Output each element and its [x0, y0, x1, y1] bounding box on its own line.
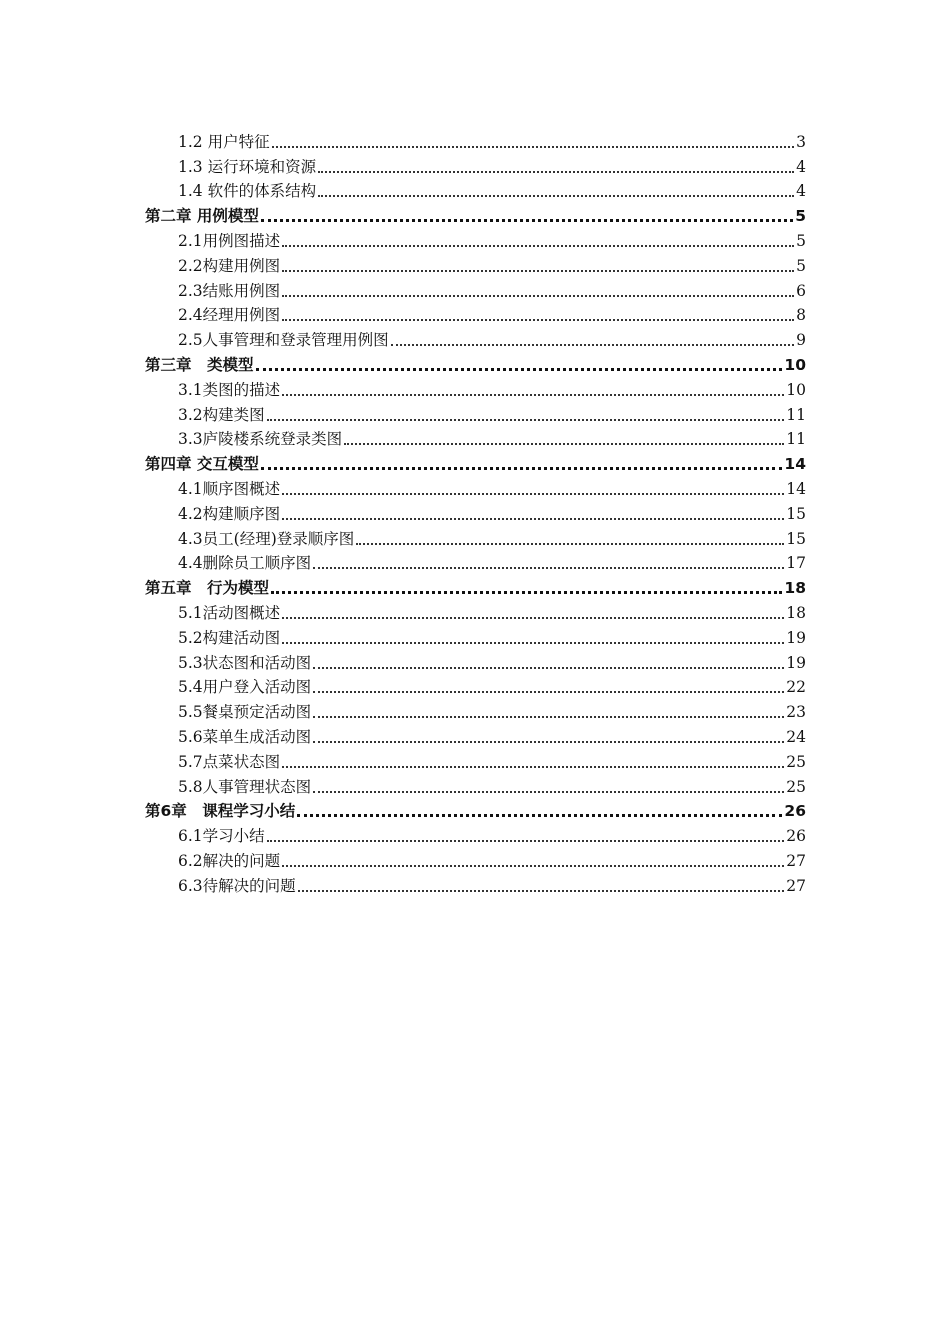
toc-dot-leader — [298, 889, 785, 892]
toc-dot-leader — [313, 666, 784, 669]
toc-dot-leader — [272, 145, 795, 148]
toc-dot-leader — [282, 492, 784, 495]
toc-page-number: 18 — [784, 579, 806, 598]
toc-entry-title: 5.8人事管理状态图 — [178, 777, 312, 796]
toc-dot-leader — [267, 418, 785, 421]
toc-page-number: 15 — [786, 504, 806, 523]
toc-entry-title: 2.3结账用例图 — [178, 281, 281, 300]
toc-page-number: 5 — [796, 256, 806, 275]
toc-entry-title: 6.1学习小结 — [178, 827, 265, 846]
toc-dot-leader — [261, 218, 793, 222]
toc-entry-title: 6.2解决的问题 — [178, 851, 281, 870]
toc-chapter-entry[interactable] — [145, 200, 806, 225]
toc-page-number: 19 — [786, 628, 806, 647]
toc-section-entry[interactable] — [145, 845, 806, 870]
toc-section-entry[interactable] — [145, 473, 806, 498]
toc-dot-leader — [344, 442, 784, 445]
toc-chapter-entry[interactable] — [145, 349, 806, 374]
toc-entry-title: 第五章 行为模型 — [145, 579, 270, 598]
toc-section-entry[interactable] — [145, 275, 806, 300]
toc-page-number: 26 — [784, 802, 806, 821]
toc-dot-leader — [313, 566, 784, 569]
toc-entry-title: 1.2 用户特征 — [178, 132, 270, 151]
toc-page-number: 8 — [796, 306, 806, 325]
toc-page-number: 27 — [786, 876, 806, 895]
toc-section-entry[interactable] — [145, 151, 806, 176]
toc-section-entry[interactable] — [145, 399, 806, 424]
toc-entry-title: 5.6菜单生成活动图 — [178, 727, 312, 746]
toc-section-entry[interactable] — [145, 126, 806, 151]
toc-entry-title: 6.3待解决的问题 — [178, 876, 296, 895]
toc-section-entry[interactable] — [145, 746, 806, 771]
toc-dot-leader — [313, 690, 784, 693]
toc-entry-title: 4.3员工(经理)登录顺序图 — [178, 529, 355, 548]
toc-dot-leader — [282, 244, 794, 247]
toc-page-number: 11 — [786, 405, 806, 424]
toc-section-entry[interactable] — [145, 820, 806, 845]
toc-page-number: 5 — [796, 231, 806, 250]
toc-section-entry[interactable] — [145, 672, 806, 697]
toc-entry-title: 5.3状态图和活动图 — [178, 653, 312, 672]
toc-entry-title: 3.3庐陵楼系统登录类图 — [178, 430, 343, 449]
toc-page-number: 19 — [786, 653, 806, 672]
toc-entry-title: 第三章 类模型 — [145, 355, 254, 374]
toc-dot-leader — [282, 294, 794, 297]
toc-page-number: 4 — [796, 182, 806, 201]
toc-page-number: 9 — [796, 331, 806, 350]
toc-page-number: 25 — [786, 752, 806, 771]
toc-entry-title: 4.2构建顺序图 — [178, 504, 281, 523]
toc-dot-leader — [282, 269, 794, 272]
toc-section-entry[interactable] — [145, 424, 806, 449]
toc-page-number: 14 — [784, 455, 806, 474]
toc-entry-title: 3.2构建类图 — [178, 405, 265, 424]
toc-entry-title: 3.1类图的描述 — [178, 380, 281, 399]
toc-chapter-entry[interactable] — [145, 448, 806, 473]
toc-entry-title: 第二章 用例模型 — [145, 207, 259, 226]
toc-page-number: 27 — [786, 851, 806, 870]
toc-dot-leader — [282, 517, 784, 520]
toc-section-entry[interactable] — [145, 250, 806, 275]
toc-dot-leader — [256, 367, 783, 371]
toc-page-number: 22 — [786, 678, 806, 697]
toc-page-number: 24 — [786, 727, 806, 746]
toc-dot-leader — [313, 790, 784, 793]
toc-dot-leader — [297, 813, 782, 817]
toc-dot-leader — [271, 590, 782, 594]
toc-section-entry[interactable] — [145, 225, 806, 250]
toc-entry-title: 4.4删除员工顺序图 — [178, 554, 312, 573]
toc-section-entry[interactable] — [145, 696, 806, 721]
toc-entry-title: 第6章 课程学习小结 — [145, 802, 296, 821]
toc-entry-title: 1.3 运行环境和资源 — [178, 157, 317, 176]
toc-page-number: 25 — [786, 777, 806, 796]
toc-dot-leader — [313, 715, 784, 718]
toc-section-entry[interactable] — [145, 300, 806, 325]
toc-page-number: 15 — [786, 529, 806, 548]
toc-section-entry[interactable] — [145, 548, 806, 573]
table-of-contents — [145, 126, 806, 895]
toc-entry-title: 2.1用例图描述 — [178, 231, 281, 250]
toc-section-entry[interactable] — [145, 870, 806, 895]
toc-page-number: 18 — [786, 603, 806, 622]
toc-dot-leader — [282, 641, 784, 644]
toc-dot-leader — [282, 765, 784, 768]
toc-dot-leader — [318, 194, 794, 197]
toc-dot-leader — [313, 740, 784, 743]
toc-page-number: 11 — [786, 430, 806, 449]
toc-dot-leader — [356, 542, 784, 545]
toc-section-entry[interactable] — [145, 324, 806, 349]
toc-page-number: 3 — [796, 132, 806, 151]
toc-page-number: 26 — [786, 827, 806, 846]
toc-page-number: 10 — [786, 380, 806, 399]
toc-section-entry[interactable] — [145, 622, 806, 647]
toc-entry-title: 第四章 交互模型 — [145, 455, 259, 474]
toc-page-number: 5 — [795, 207, 806, 226]
toc-section-entry[interactable] — [145, 498, 806, 523]
toc-dot-leader — [282, 864, 784, 867]
toc-page-number: 10 — [784, 355, 806, 374]
toc-entry-title: 2.2构建用例图 — [178, 256, 281, 275]
toc-section-entry[interactable] — [145, 721, 806, 746]
toc-entry-title: 5.7点菜状态图 — [178, 752, 281, 771]
toc-page-number: 6 — [796, 281, 806, 300]
toc-section-entry[interactable] — [145, 176, 806, 201]
toc-page-number: 17 — [786, 554, 806, 573]
toc-section-entry[interactable] — [145, 523, 806, 548]
toc-dot-leader — [282, 318, 794, 321]
toc-section-entry[interactable] — [145, 771, 806, 796]
toc-entry-title: 5.1活动图概述 — [178, 603, 281, 622]
toc-page-number: 23 — [786, 703, 806, 722]
toc-dot-leader — [391, 343, 794, 346]
toc-entry-title: 2.5人事管理和登录管理用例图 — [178, 331, 389, 350]
toc-entry-title: 2.4经理用例图 — [178, 306, 281, 325]
toc-dot-leader — [267, 839, 785, 842]
toc-chapter-entry[interactable] — [145, 796, 806, 821]
toc-dot-leader — [318, 170, 794, 173]
toc-section-entry[interactable] — [145, 647, 806, 672]
toc-page-number: 14 — [786, 479, 806, 498]
toc-dot-leader — [261, 466, 783, 470]
toc-entry-title: 5.5餐桌预定活动图 — [178, 703, 312, 722]
toc-entry-title: 4.1顺序图概述 — [178, 479, 281, 498]
toc-dot-leader — [282, 616, 784, 619]
toc-entry-title: 5.2构建活动图 — [178, 628, 281, 647]
toc-entry-title: 1.4 软件的体系结构 — [178, 182, 317, 201]
toc-entry-title: 5.4用户登入活动图 — [178, 678, 312, 697]
toc-section-entry[interactable] — [145, 597, 806, 622]
toc-chapter-entry[interactable] — [145, 572, 806, 597]
toc-page-number: 4 — [796, 157, 806, 176]
toc-dot-leader — [282, 393, 784, 396]
toc-section-entry[interactable] — [145, 374, 806, 399]
